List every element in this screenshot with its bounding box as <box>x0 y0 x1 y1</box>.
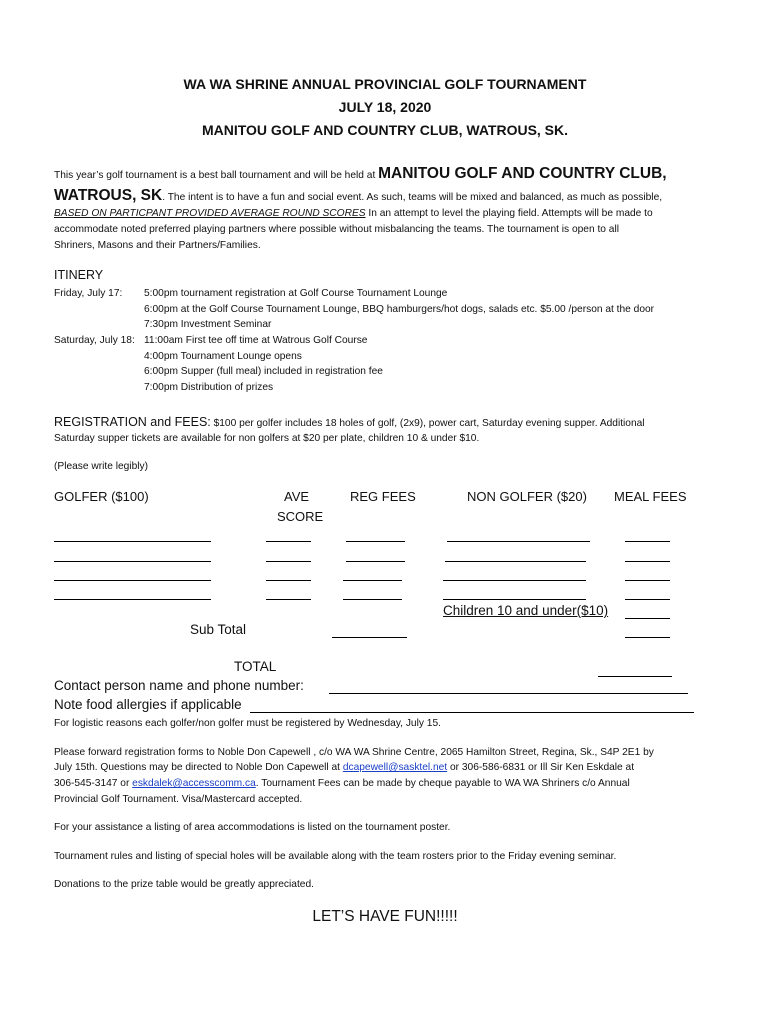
meal-fee-field[interactable] <box>625 561 670 562</box>
ave-score-field[interactable] <box>266 561 311 562</box>
title-line-1: WA WA SHRINE ANNUAL PROVINCIAL GOLF TOURNAMENT <box>183 76 587 92</box>
intro-line-1 <box>54 163 667 187</box>
meal-fee-field[interactable] <box>625 599 670 600</box>
saturday-item: 6:00pm Supper (full meal) included in registration fee <box>144 366 383 377</box>
reg-fee-field[interactable] <box>346 541 405 542</box>
forward-2a: July 15th. Questions may be directed to Noble Don Capewell at <box>54 762 343 773</box>
golfer-name-field[interactable] <box>54 561 211 562</box>
intro-venue-2: WATROUS, SK <box>54 187 163 204</box>
golfer-name-field[interactable] <box>54 541 211 542</box>
forward-line-3 <box>54 776 630 792</box>
saturday-item: 7:00pm Distribution of prizes <box>144 382 274 393</box>
subtotal-label: Sub Total <box>190 622 247 637</box>
col-nongolfer-header: NON GOLFER ($20) <box>467 489 587 504</box>
ave-score-field[interactable] <box>266 541 311 542</box>
saturday-label: Saturday, July 18: <box>54 335 135 346</box>
non-golfer-field[interactable] <box>445 561 586 562</box>
forward-2b: or 306-586-6831 or Ill Sir Ken Eskdale at <box>447 762 635 773</box>
non-golfer-field[interactable] <box>447 541 590 542</box>
intro-venue-1: MANITOU GOLF AND COUNTRY CLUB, <box>378 165 667 182</box>
allergies-field[interactable] <box>250 712 694 713</box>
friday-label: Friday, July 17: <box>54 288 123 299</box>
email-link-capewell[interactable]: dcapewell@sasktel.net <box>342 762 448 773</box>
contact-field[interactable] <box>329 693 688 694</box>
closing-line: LET’S HAVE FUN!!!!! <box>312 908 458 925</box>
forward-3b: . Tournament Fees can be made by cheque payable to WA WA Shriners c/o Annual <box>255 778 630 789</box>
saturday-item: 4:00pm Tournament Lounge opens <box>144 351 302 362</box>
intro-after-venue: . The intent is to have a fun and social event. As such, teams will be mixed and balanced, as much as possible, <box>162 192 663 203</box>
friday-item: 7:30pm Investment Seminar <box>144 319 272 330</box>
forward-line-4: Provincial Golf Tournament. Visa/Mastercard accepted. <box>54 794 303 805</box>
col-meal-header: MEAL FEES <box>614 489 687 504</box>
total-field[interactable] <box>598 676 672 677</box>
title-line-3: MANITOU GOLF AND COUNTRY CLUB, WATROUS, SK. <box>201 122 569 138</box>
subtotal-meal-field[interactable] <box>625 637 670 638</box>
saturday-item: 11:00am First tee off time at Watrous Golf Course <box>144 335 368 346</box>
forward-line-2 <box>54 760 634 776</box>
non-golfer-field[interactable] <box>443 580 586 581</box>
intro-line-4: accommodate noted preferred playing partners where possible without misbalancing the teams. The tournament is open to all <box>54 224 619 235</box>
col-ave-header: AVE <box>284 489 310 504</box>
golfer-name-field[interactable] <box>54 580 211 581</box>
contact-label: Contact person name and phone number: <box>54 678 304 693</box>
intro-line-3 <box>54 206 653 222</box>
friday-item: 6:00pm at the Golf Course Tournament Lounge, BBQ hamburgers/hot dogs, salads etc. $5.00 /person at the door <box>144 304 655 315</box>
meal-fee-field[interactable] <box>625 541 670 542</box>
rules-note: Tournament rules and listing of special holes will be available along with the team rosters prior to the Friday evening seminar. <box>54 851 617 862</box>
registration-text-2: Saturday supper tickets are available for non golfers at $20 per plate, children 10 & under $10. <box>54 433 480 444</box>
golfer-name-field[interactable] <box>54 599 211 600</box>
registration-heading: REGISTRATION and FEES: <box>54 415 211 429</box>
allergies-label: Note food allergies if applicable <box>54 697 242 712</box>
ave-score-field[interactable] <box>266 580 311 581</box>
intro-underlined: BASED ON PARTICPANT PROVIDED AVERAGE ROUND SCORES <box>54 208 366 219</box>
meal-fee-field[interactable] <box>625 580 670 581</box>
email-link-eskdale[interactable]: eskdalek@accesscomm.ca <box>132 778 256 789</box>
friday-item: 5:00pm tournament registration at Golf Course Tournament Lounge <box>144 288 448 299</box>
registration-text-1: $100 per golfer includes 18 holes of golf, (2x9), power cart, Saturday evening supper. Additional <box>210 418 645 429</box>
write-legibly-note: (Please write legibly) <box>54 461 148 472</box>
children-meal-field[interactable] <box>625 618 670 619</box>
reg-fee-field[interactable] <box>343 580 402 581</box>
forward-line-1: Please forward registration forms to Noble Don Capewell , c/o WA WA Shrine Centre, 2065 Hamilton Street, Regina, Sk., S4P 2E1 by <box>54 747 654 758</box>
total-label: TOTAL <box>234 659 277 674</box>
intro-after-underlined: In an attempt to level the playing field. Attempts will be made to <box>365 208 653 219</box>
children-label: Children 10 and under($10) <box>443 603 609 618</box>
col-golfer-header: GOLFER ($100) <box>54 489 149 504</box>
title-line-2: JULY 18, 2020 <box>338 99 432 115</box>
accommodations-note: For your assistance a listing of area accommodations is listed on the tournament poster. <box>54 822 451 833</box>
itinerary-heading: ITINERY <box>54 268 104 282</box>
reg-fee-field[interactable] <box>346 561 405 562</box>
deadline-note: For logistic reasons each golfer/non golfer must be registered by Wednesday, July 15. <box>54 718 441 729</box>
non-golfer-field[interactable] <box>443 599 586 600</box>
intro-lead: This year’s golf tournament is a best ball tournament and will be held at <box>54 170 376 181</box>
col-reg-header: REG FEES <box>350 489 416 504</box>
subtotal-reg-field[interactable] <box>332 637 407 638</box>
col-score-header: SCORE <box>277 509 324 524</box>
forward-3a: 306-545-3147 or <box>54 778 133 789</box>
ave-score-field[interactable] <box>266 599 311 600</box>
donations-note: Donations to the prize table would be greatly appreciated. <box>54 879 314 890</box>
intro-line-5: Shriners, Masons and their Partners/Families. <box>54 240 261 251</box>
reg-fee-field[interactable] <box>343 599 402 600</box>
